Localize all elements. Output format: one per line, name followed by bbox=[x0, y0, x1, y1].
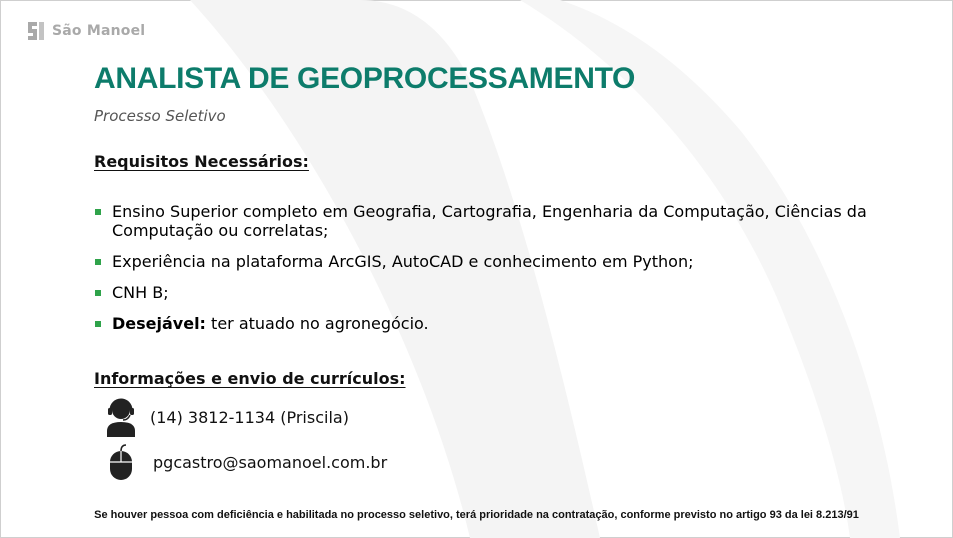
requirement-text: Ensino Superior completo em Geografia, Cartografia, Engenharia da Computação, Ciências da Computação ou correlatas; bbox=[112, 202, 867, 240]
square-bullet-icon bbox=[95, 259, 101, 265]
job-title: ANALISTA DE GEOPROCESSAMENTO bbox=[94, 62, 636, 95]
requirement-text: ter atuado no agronegócio. bbox=[205, 314, 429, 333]
info-heading: Informações e envio de currículos: bbox=[94, 369, 406, 388]
brand-name: São Manoel bbox=[52, 23, 146, 39]
square-bullet-icon bbox=[95, 290, 101, 296]
list-item bbox=[94, 202, 884, 240]
email-contact bbox=[104, 443, 387, 481]
square-bullet-icon bbox=[95, 209, 101, 215]
requirements-heading: Requisitos Necessários: bbox=[94, 152, 309, 171]
email-address[interactable]: pgcastro@saomanoel.com.br bbox=[153, 452, 388, 472]
brand-logo bbox=[26, 20, 145, 42]
requirement-text: CNH B; bbox=[112, 283, 169, 302]
brand-mark-icon bbox=[26, 20, 46, 42]
requirement-label: Desejável: bbox=[112, 314, 206, 333]
phone-contact bbox=[104, 397, 349, 437]
list-item bbox=[94, 283, 884, 302]
headset-agent-icon bbox=[104, 397, 138, 437]
footer-note: Se houver pessoa com deficiência e habilitada no processo seletivo, terá prioridade na contratação, conforme previsto no artigo 93 da lei 8.213/91 bbox=[94, 509, 859, 521]
mouse-icon bbox=[106, 443, 136, 481]
list-item bbox=[94, 252, 884, 271]
job-subtitle: Processo Seletivo bbox=[94, 107, 226, 125]
phone-number: (14) 3812-1134 (Priscila) bbox=[150, 407, 349, 427]
requirements-list bbox=[94, 202, 884, 345]
square-bullet-icon bbox=[95, 321, 101, 327]
list-item bbox=[94, 314, 884, 333]
requirement-text: Experiência na plataforma ArcGIS, AutoCAD e conhecimento em Python; bbox=[112, 252, 694, 271]
